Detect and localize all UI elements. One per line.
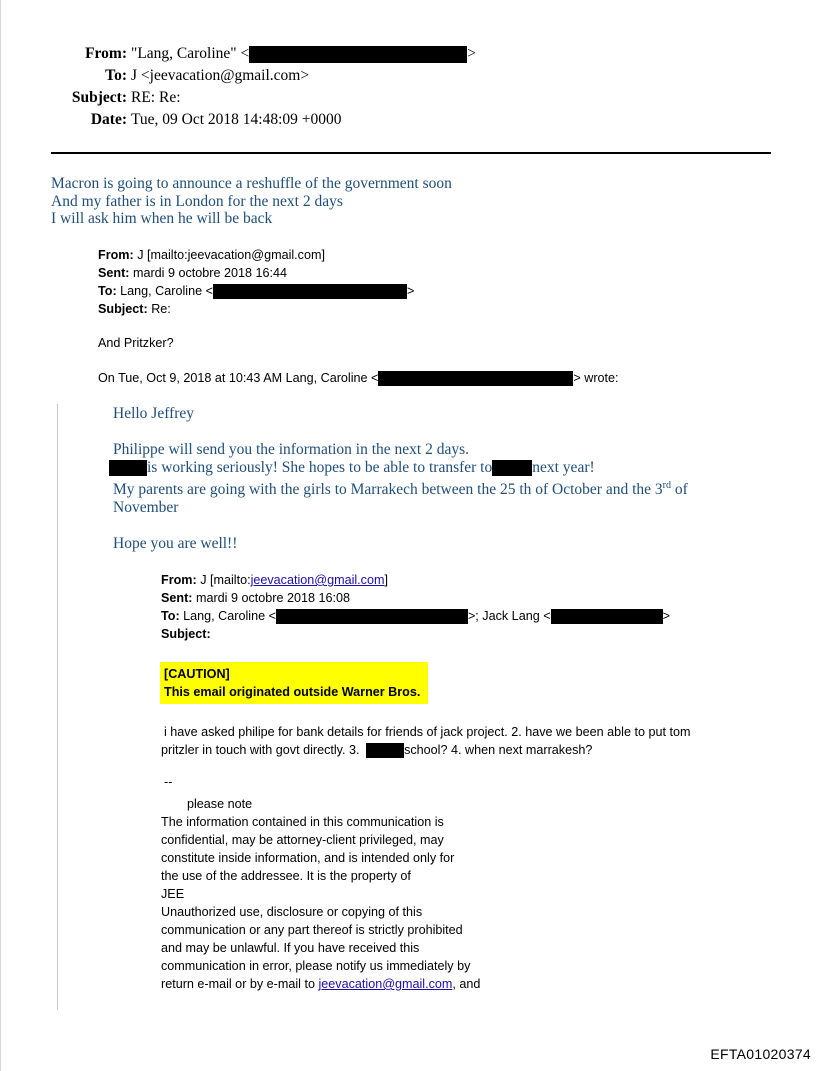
- reply-message: [51, 175, 452, 228]
- redaction-bar: [213, 284, 407, 299]
- quoted-header-1: From: J [mailto:jeevacation@gmail.com] Sent: mardi 9 octobre 2018 16:44 To: Lang, Caroline < > Subject: Re:: [98, 248, 415, 316]
- email-link[interactable]: jeevacation@gmail.com: [250, 573, 385, 587]
- disclaimer-heading: please note: [187, 797, 253, 811]
- quoted-body-1: And Pritzker?: [98, 336, 174, 350]
- subject-label: Subject:: [71, 89, 127, 106]
- redaction-bar: [492, 460, 532, 476]
- redaction-bar: [249, 46, 467, 63]
- quoted-sent: mardi 9 octobre 2018 16:08: [195, 591, 351, 605]
- message-line: November: [113, 499, 179, 516]
- on-wrote-line: On Tue, Oct 9, 2018 at 10:43 AM Lang, Caroline < > wrote:: [98, 371, 619, 385]
- redaction-bar: [378, 371, 573, 386]
- caution-banner: [160, 662, 428, 704]
- caution-title: [CAUTION]: [164, 667, 230, 681]
- from-label: From:: [85, 45, 127, 62]
- quoted-header-2: From: J [mailto:jeevacation@gmail.com] Sent: mardi 9 octobre 2018 16:08 To: Lang, Caroline < >; Jack Lang < > Subject:: [161, 573, 670, 641]
- redaction-bar: [109, 460, 147, 476]
- message-line: is working seriously! She hopes to be able to transfer to next year!: [113, 459, 733, 477]
- to-label: To:: [105, 67, 127, 84]
- reply-line: Macron is going to announce a reshuffle of the government soon: [51, 175, 452, 192]
- to-value: J <jeevacation@gmail.com>: [131, 67, 310, 84]
- quoted-subject: Re:: [151, 302, 171, 316]
- quoted-from: J [mailto:jeevacation@gmail.com]: [137, 248, 325, 262]
- date-label: Date:: [90, 111, 127, 128]
- signature-separator: --: [164, 775, 173, 789]
- document-page: From: "Lang, Caroline" < > To: J <jeevacation@gmail.com> Subject: RE: Re: Date: Tue, 09 Oct 2018 14:48:09 +0000 Macron is going to announce a reshuffle of the government soon And my father is in London for the next 2 days I will ask him when he will be back From: J [mailto:jeevacation@gmail.com] Sent: mardi 9 octobre 2018 16:44 To: Lang, Caroline < > Subject: Re: And Pritzker? On Tue, Oct 9, 2018 at 10:43 AM Lang, Caroline < > wrote: Hello Jeffrey Philippe will send you the information in the next 2 days. is working seriously! She hopes to be able to transfer to next year! My parents are going with the girls to Marrakech between the 25 th of October and the 3rd of November Hope you are well!! From: J [mailto:jeevacation@gmail.com] Sent: mardi 9 octobre 2018 16:08 To: Lang, Caroline < >; Jack Lang < > Subject: [CAUTION] This email originated outside Warner Bros. i have asked philipe for bank details for friends of jack project. 2. have we been able to put tom pritzler in touch with govt directly. 3. school? 4. when next marrakesh? -- please note The information contained in this communication is confidential, may be attorney-client privileged, may constitute inside information, and is intended only for the use of the addressee. It is the property of JEE Unauthorized use, disclosure or copying of this communication or any part thereof is strictly prohibited and may be unlawful. If you have received this communication in error, please notify us immediately by return e-mail or by e-mail to jeevacation@gmail.com, and EFTA01020374: [0, 0, 833, 1071]
- caution-text: This email originated outside Warner Bros.: [164, 685, 421, 699]
- from-value: "Lang, Caroline" <: [131, 45, 250, 62]
- date-value: Tue, 09 Oct 2018 14:48:09 +0000: [131, 111, 342, 128]
- quote-bar: [57, 404, 58, 1010]
- greeting: Hello Jeffrey: [113, 405, 195, 422]
- reply-line: And my father is in London for the next 2 days: [51, 192, 343, 210]
- redaction-bar: [551, 609, 663, 624]
- redaction-bar: [366, 743, 404, 758]
- closing: Hope you are well!!: [113, 535, 238, 552]
- email-body: i have asked philipe for bank details for friends of jack project. 2. have we been able to put tom pritzler in touch with govt directly. 3. school? 4. when next marrakesh?: [161, 725, 691, 757]
- disclaimer: please note The information contained in this communication is confidential, may be attorney-client privileged, may constitute inside information, and is intended only for the use of the addressee. It is the property of JEE Unauthorized use, disclosure or copying of this communication or any part thereof is strictly prohibited and may be unlawful. If you have received this communication in error, please notify us immediately by return e-mail or by e-mail to jeevacation@gmail.com, and: [161, 797, 481, 991]
- message-line: My parents are going with the girls to Marrakech between the 25 th of October and the 3rd of: [113, 479, 688, 498]
- document-id: EFTA01020374: [710, 1046, 811, 1062]
- quoted-to: Lang, Caroline <: [120, 284, 213, 298]
- message-line: Philippe will send you the information in the next 2 days.: [113, 441, 470, 458]
- reply-line: I will ask him when he will be back: [51, 210, 273, 227]
- email-link[interactable]: jeevacation@gmail.com: [318, 977, 453, 991]
- header-divider: [51, 152, 771, 154]
- subject-value: RE: Re:: [131, 89, 181, 106]
- redaction-bar: [276, 609, 468, 624]
- quoted-sent: mardi 9 octobre 2018 16:44: [132, 266, 288, 280]
- caroline-message: [113, 405, 733, 553]
